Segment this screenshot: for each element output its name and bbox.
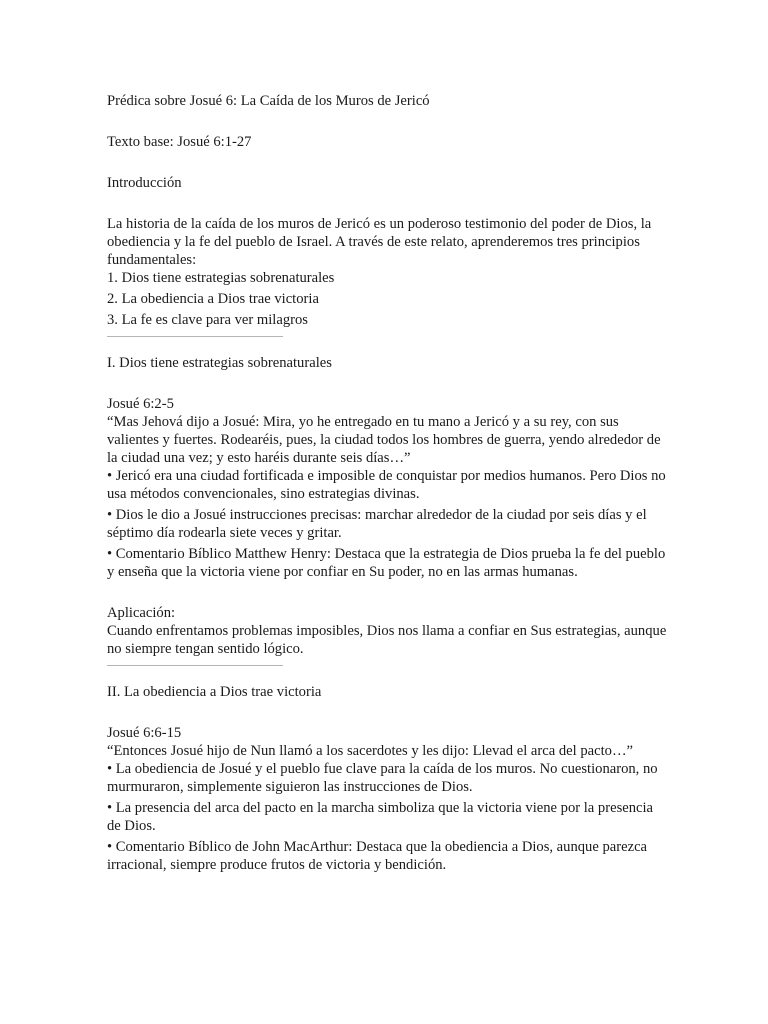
section1-heading: I. Dios tiene estrategias sobrenaturales [107, 355, 332, 371]
bullet-item: • La presencia del arca del pacto en la marcha simboliza que la victoria viene por la presencia de Dios. [107, 800, 654, 834]
application-text: Cuando enfrentamos problemas imposibles, Dios nos llama a confiar en Sus estrategias, aunque no siempre tengan sentido lógico. [107, 623, 667, 657]
principle-item: 2. La obediencia a Dios trae victoria [107, 291, 319, 307]
bullet-item: • Jericó era una ciudad fortificada e imposible de conquistar por medios humanos. Pero Dios no usa métodos convencionales, sino estrategias divinas. [107, 468, 666, 502]
section2-bullets [107, 760, 667, 874]
intro-paragraph: La historia de la caída de los muros de Jericó es un poderoso testimonio del poder de Dios, la obediencia y la fe del pueblo de Israel. A través de este relato, aprenderemos tres principios fundamentales: [107, 216, 652, 268]
section1-bullets [107, 467, 667, 581]
section-divider [107, 336, 283, 337]
bullet-item: • Comentario Bíblico de John MacArthur: Destaca que la obediencia a Dios, aunque parezca irracional, siempre produce frutos de victoria y bendición. [107, 839, 648, 873]
intro-heading: Introducción [107, 175, 182, 191]
section-divider [107, 665, 283, 666]
section2-heading: II. La obediencia a Dios trae victoria [107, 684, 322, 700]
bullet-item: • Comentario Bíblico Matthew Henry: Destaca que la estrategia de Dios prueba la fe del pueblo y enseña que la victoria viene por confiar en Su poder, no en las armas humanas. [107, 546, 666, 580]
application-label: Aplicación: [107, 605, 176, 621]
document-page [107, 92, 667, 874]
principle-item: 3. La fe es clave para ver milagros [107, 312, 308, 328]
bullet-item: • Dios le dio a Josué instrucciones precisas: marchar alrededor de la ciudad por seis días y el séptimo día rodearla siete veces y gritar. [107, 507, 647, 541]
section1-quote: “Mas Jehová dijo a Josué: Mira, yo he entregado en tu mano a Jericó y a su rey, con sus valientes y fuertes. Rodearéis, pues, la ciudad todos los hombres de guerra, yendo alrededor de la ciudad una vez; y esto haréis durante seis días…” [107, 414, 661, 466]
principle-item: 1. Dios tiene estrategias sobrenaturales [107, 270, 335, 286]
base-text: Texto base: Josué 6:1-27 [107, 134, 252, 150]
principles-list [107, 269, 667, 329]
section1-reference: Josué 6:2-5 [107, 396, 174, 412]
bullet-item: • La obediencia de Josué y el pueblo fue clave para la caída de los muros. No cuestionaron, no murmuraron, simplemente siguieron las instrucciones de Dios. [107, 761, 658, 795]
section2-quote: “Entonces Josué hijo de Nun llamó a los sacerdotes y les dijo: Llevad el arca del pacto…” [107, 743, 634, 759]
document-title: Prédica sobre Josué 6: La Caída de los Muros de Jericó [107, 93, 430, 109]
section2-reference: Josué 6:6-15 [107, 725, 182, 741]
